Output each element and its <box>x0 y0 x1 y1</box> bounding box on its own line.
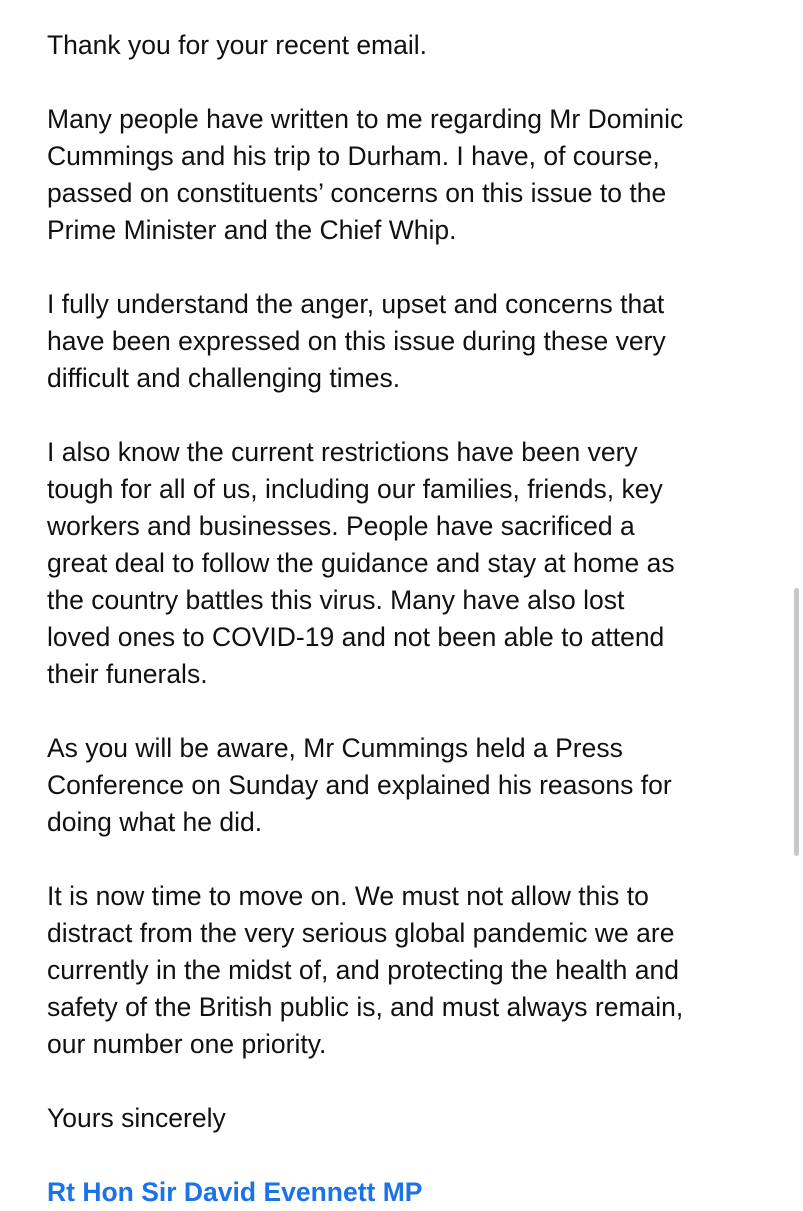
body-paragraph-5 <box>47 878 777 1063</box>
text-line: Thank you for your recent email. <box>47 30 428 60</box>
text-line: loved ones to COVID-19 and not been able to attend <box>47 622 665 652</box>
text-line: Many people have written to me regarding Mr Dominic <box>47 104 684 134</box>
text-line: currently in the midst of, and protecting the health and <box>47 955 679 985</box>
body-paragraph-1 <box>47 101 777 249</box>
text-line: As you will be aware, Mr Cummings held a Press <box>47 733 623 763</box>
text-line: passed on constituents’ concerns on this issue to the <box>47 178 667 208</box>
body-paragraph-3 <box>47 434 777 693</box>
text-line: the country battles this virus. Many have also lost <box>47 585 625 615</box>
text-line: I fully understand the anger, upset and concerns that <box>47 289 665 319</box>
signature-name: Rt Hon Sir David Evennett MP <box>47 1177 423 1207</box>
body-paragraph-4 <box>47 730 777 841</box>
text-line: It is now time to move on. We must not allow this to <box>47 881 649 911</box>
text-line: Yours sincerely <box>47 1103 226 1133</box>
text-line: Conference on Sunday and explained his reasons for <box>47 770 672 800</box>
closing-paragraph <box>47 1100 777 1137</box>
email-body <box>47 27 777 1211</box>
text-line: Prime Minister and the Chief Whip. <box>47 215 457 245</box>
text-line: Cummings and his trip to Durham. I have, of course, <box>47 141 660 171</box>
body-paragraph-2 <box>47 286 777 397</box>
text-line: difficult and challenging times. <box>47 363 401 393</box>
text-line: tough for all of us, including our families, friends, key <box>47 474 663 504</box>
scrollbar[interactable] <box>794 588 799 856</box>
text-line: great deal to follow the guidance and stay at home as <box>47 548 675 578</box>
text-line: safety of the British public is, and must always remain, <box>47 992 684 1022</box>
text-line: have been expressed on this issue during these very <box>47 326 666 356</box>
text-line: workers and businesses. People have sacrificed a <box>47 511 635 541</box>
text-line: their funerals. <box>47 659 208 689</box>
text-line: doing what he did. <box>47 807 263 837</box>
text-line: distract from the very serious global pandemic we are <box>47 918 675 948</box>
greeting-paragraph <box>47 27 777 64</box>
text-line: our number one priority. <box>47 1029 327 1059</box>
text-line: I also know the current restrictions have been very <box>47 437 638 467</box>
